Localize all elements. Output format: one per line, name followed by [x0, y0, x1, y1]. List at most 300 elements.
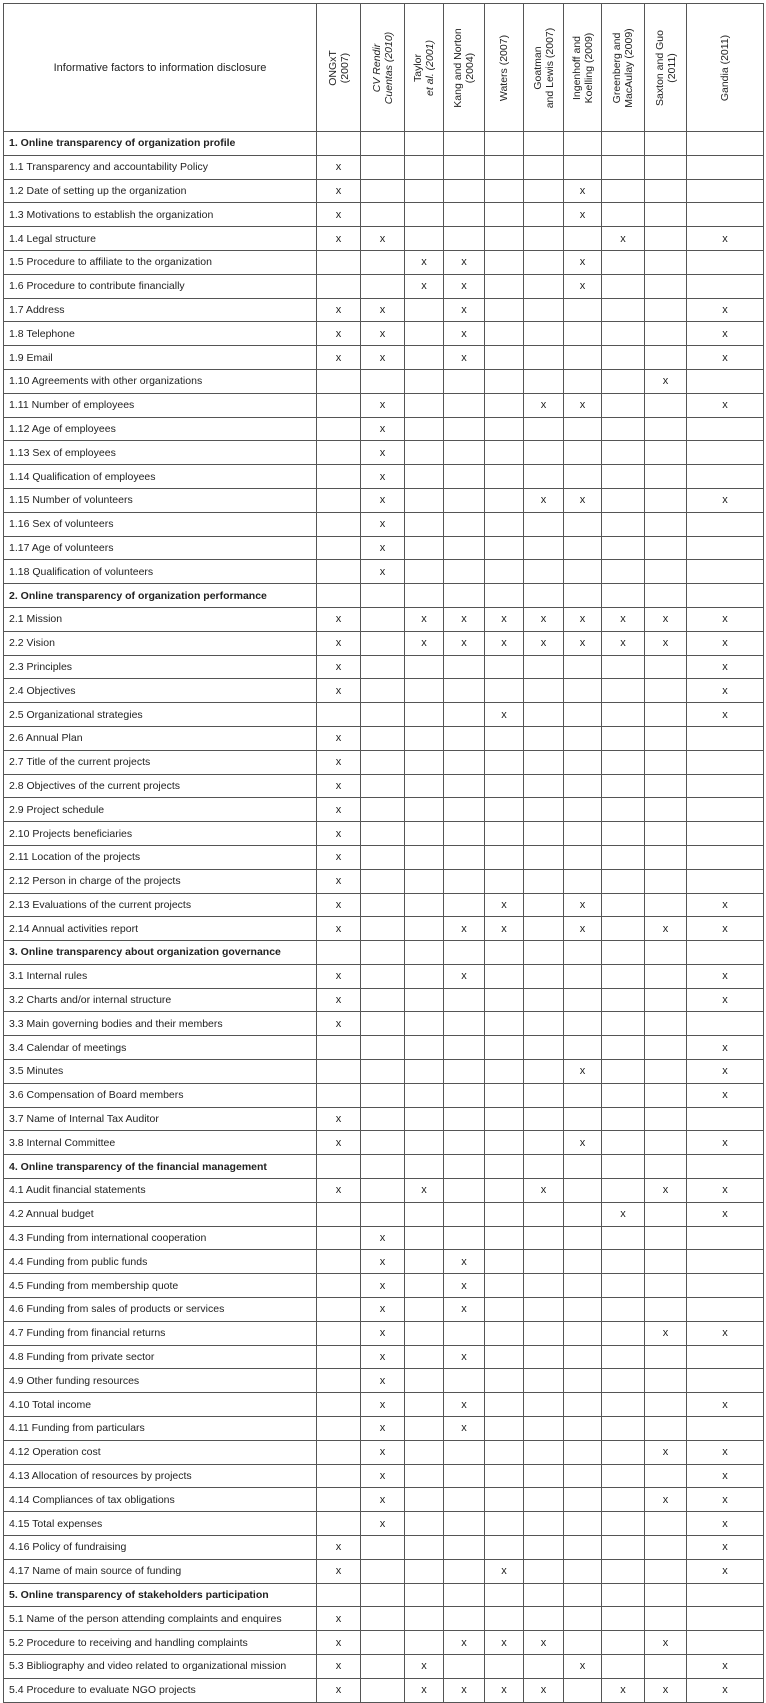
- study-name-line1: Ingenhoff and: [570, 35, 583, 100]
- disclosure-mark-cell: [687, 845, 764, 869]
- disclosure-mark-cell: [524, 917, 564, 941]
- factor-label: 1.8 Telephone: [4, 322, 317, 346]
- factor-label: 2.12 Person in charge of the projects: [4, 869, 317, 893]
- disclosure-mark-cell: [564, 941, 602, 965]
- disclosure-mark-cell: [485, 1440, 524, 1464]
- disclosure-mark-cell: x: [687, 1536, 764, 1560]
- disclosure-mark-cell: x: [602, 1202, 645, 1226]
- disclosure-mark-cell: x: [645, 1678, 687, 1702]
- disclosure-mark-cell: [687, 822, 764, 846]
- disclosure-mark-cell: [564, 679, 602, 703]
- disclosure-mark-cell: [687, 869, 764, 893]
- disclosure-mark-cell: [645, 465, 687, 489]
- disclosure-mark-cell: [564, 1464, 602, 1488]
- disclosure-mark-cell: x: [361, 1274, 405, 1298]
- disclosure-mark-cell: x: [361, 1393, 405, 1417]
- disclosure-mark-cell: x: [405, 250, 444, 274]
- disclosure-mark-cell: [361, 1083, 405, 1107]
- disclosure-mark-cell: x: [444, 1678, 485, 1702]
- disclosure-mark-cell: x: [687, 1655, 764, 1679]
- study-header-label: [412, 39, 436, 95]
- disclosure-mark-cell: [645, 1655, 687, 1679]
- factor-label: 4.13 Allocation of resources by projects: [4, 1464, 317, 1488]
- disclosure-mark-cell: [645, 1607, 687, 1631]
- table-row: [4, 227, 764, 251]
- disclosure-mark-cell: [444, 750, 485, 774]
- disclosure-mark-cell: x: [361, 512, 405, 536]
- disclosure-mark-cell: x: [317, 726, 361, 750]
- table-row: [4, 703, 764, 727]
- section-header-row: [4, 1155, 764, 1179]
- disclosure-mark-cell: [444, 703, 485, 727]
- disclosure-mark-cell: [485, 941, 524, 965]
- disclosure-mark-cell: x: [687, 488, 764, 512]
- disclosure-mark-cell: [524, 417, 564, 441]
- disclosure-mark-cell: [602, 322, 645, 346]
- study-name-line1: CV Rendir: [370, 43, 383, 92]
- disclosure-mark-cell: [405, 1345, 444, 1369]
- disclosure-mark-cell: x: [687, 964, 764, 988]
- disclosure-mark-cell: [444, 512, 485, 536]
- table-row: [4, 607, 764, 631]
- disclosure-mark-cell: [485, 155, 524, 179]
- disclosure-mark-cell: [645, 1202, 687, 1226]
- disclosure-mark-cell: [317, 369, 361, 393]
- table-row: [4, 417, 764, 441]
- disclosure-mark-cell: x: [564, 1060, 602, 1084]
- disclosure-mark-cell: [485, 1488, 524, 1512]
- factor-label: 1.6 Procedure to contribute financially: [4, 274, 317, 298]
- disclosure-mark-cell: [687, 369, 764, 393]
- disclosure-mark-cell: [524, 369, 564, 393]
- disclosure-mark-cell: [645, 512, 687, 536]
- disclosure-mark-cell: [645, 393, 687, 417]
- section-title: 2. Online transparency of organization performance: [4, 584, 317, 608]
- disclosure-mark-cell: [317, 1417, 361, 1441]
- disclosure-mark-cell: [645, 560, 687, 584]
- disclosure-mark-cell: x: [485, 1559, 524, 1583]
- disclosure-mark-cell: [602, 560, 645, 584]
- disclosure-mark-cell: x: [317, 1179, 361, 1203]
- disclosure-mark-cell: x: [361, 1464, 405, 1488]
- disclosure-mark-cell: x: [361, 1298, 405, 1322]
- disclosure-mark-cell: [602, 274, 645, 298]
- disclosure-mark-cell: [361, 1060, 405, 1084]
- disclosure-mark-cell: [405, 441, 444, 465]
- disclosure-mark-cell: [645, 1512, 687, 1536]
- disclosure-mark-cell: [524, 1155, 564, 1179]
- disclosure-mark-cell: [361, 679, 405, 703]
- section-header-row: [4, 941, 764, 965]
- disclosure-mark-cell: [687, 1012, 764, 1036]
- disclosure-mark-cell: [564, 1321, 602, 1345]
- disclosure-mark-cell: [645, 893, 687, 917]
- study-name-line1: Kang and Norton: [452, 27, 464, 108]
- study-name-line2: (2007): [338, 52, 351, 83]
- study-name-line1: Taylor: [412, 53, 424, 82]
- table-row: [4, 274, 764, 298]
- disclosure-mark-cell: [444, 155, 485, 179]
- factor-label: 1.15 Number of volunteers: [4, 488, 317, 512]
- disclosure-mark-cell: [645, 417, 687, 441]
- disclosure-mark-cell: [444, 488, 485, 512]
- disclosure-mark-cell: x: [317, 631, 361, 655]
- disclosure-mark-cell: x: [317, 822, 361, 846]
- disclosure-mark-cell: [602, 1583, 645, 1607]
- table-row: [4, 893, 764, 917]
- disclosure-mark-cell: [524, 1321, 564, 1345]
- disclosure-mark-cell: x: [687, 298, 764, 322]
- disclosure-mark-cell: [405, 845, 444, 869]
- disclosure-mark-cell: [485, 1060, 524, 1084]
- disclosure-mark-cell: [485, 227, 524, 251]
- disclosure-mark-cell: [602, 1083, 645, 1107]
- disclosure-mark-cell: [444, 227, 485, 251]
- disclosure-table-container: [3, 3, 763, 1703]
- factor-label: 2.10 Projects beneficiaries: [4, 822, 317, 846]
- factor-label: 1.10 Agreements with other organizations: [4, 369, 317, 393]
- disclosure-mark-cell: x: [645, 607, 687, 631]
- disclosure-mark-cell: [485, 1607, 524, 1631]
- disclosure-mark-cell: x: [602, 631, 645, 655]
- table-row: [4, 488, 764, 512]
- disclosure-mark-cell: [645, 726, 687, 750]
- disclosure-mark-cell: [317, 1202, 361, 1226]
- disclosure-mark-cell: [444, 655, 485, 679]
- disclosure-mark-cell: [602, 1060, 645, 1084]
- disclosure-mark-cell: [524, 441, 564, 465]
- disclosure-mark-cell: [524, 726, 564, 750]
- disclosure-mark-cell: [602, 584, 645, 608]
- disclosure-mark-cell: [564, 1488, 602, 1512]
- disclosure-mark-cell: x: [485, 607, 524, 631]
- disclosure-mark-cell: [602, 774, 645, 798]
- disclosure-mark-cell: x: [687, 1393, 764, 1417]
- disclosure-mark-cell: [485, 132, 524, 156]
- disclosure-mark-cell: [602, 750, 645, 774]
- disclosure-mark-cell: [444, 203, 485, 227]
- disclosure-mark-cell: [485, 1417, 524, 1441]
- disclosure-mark-cell: [405, 132, 444, 156]
- disclosure-mark-cell: [405, 393, 444, 417]
- study-column-header: [602, 4, 645, 132]
- disclosure-mark-cell: [485, 1655, 524, 1679]
- factor-column-header: Informative factors to information disclosure: [4, 4, 317, 132]
- study-name-line1: Saxton and Guo: [653, 29, 666, 106]
- factor-label: 3.7 Name of Internal Tax Auditor: [4, 1107, 317, 1131]
- disclosure-mark-cell: [361, 1155, 405, 1179]
- disclosure-mark-cell: [317, 1274, 361, 1298]
- disclosure-mark-cell: [645, 298, 687, 322]
- disclosure-mark-cell: [687, 1250, 764, 1274]
- disclosure-mark-cell: [485, 1036, 524, 1060]
- disclosure-mark-cell: x: [687, 1559, 764, 1583]
- disclosure-mark-cell: [645, 798, 687, 822]
- disclosure-mark-cell: x: [361, 227, 405, 251]
- disclosure-mark-cell: [444, 369, 485, 393]
- factor-label: 1.13 Sex of employees: [4, 441, 317, 465]
- study-header-label: [532, 27, 556, 108]
- factor-label: 4.1 Audit financial statements: [4, 1179, 317, 1203]
- disclosure-mark-cell: [444, 869, 485, 893]
- disclosure-mark-cell: [317, 1512, 361, 1536]
- disclosure-mark-cell: [317, 488, 361, 512]
- disclosure-mark-cell: [361, 631, 405, 655]
- disclosure-mark-cell: [405, 584, 444, 608]
- table-row: [4, 441, 764, 465]
- disclosure-mark-cell: x: [687, 988, 764, 1012]
- disclosure-mark-cell: x: [405, 1655, 444, 1679]
- disclosure-mark-cell: [485, 1512, 524, 1536]
- disclosure-mark-cell: [602, 1107, 645, 1131]
- disclosure-mark-cell: [405, 1417, 444, 1441]
- factor-label: 3.1 Internal rules: [4, 964, 317, 988]
- factor-label: 3.4 Calendar of meetings: [4, 1036, 317, 1060]
- disclosure-mark-cell: [361, 1678, 405, 1702]
- disclosure-mark-cell: [687, 941, 764, 965]
- table-row: [4, 1440, 764, 1464]
- study-name-line1: Goatman: [531, 45, 544, 90]
- disclosure-mark-cell: [405, 798, 444, 822]
- disclosure-mark-cell: [524, 869, 564, 893]
- disclosure-mark-cell: [645, 584, 687, 608]
- disclosure-mark-cell: x: [317, 346, 361, 370]
- study-header-label: [327, 50, 351, 86]
- disclosure-mark-cell: [444, 1107, 485, 1131]
- disclosure-mark-cell: [687, 441, 764, 465]
- disclosure-mark-cell: [524, 679, 564, 703]
- disclosure-mark-cell: [645, 1298, 687, 1322]
- disclosure-mark-cell: [602, 1321, 645, 1345]
- factor-label: 1.2 Date of setting up the organization: [4, 179, 317, 203]
- disclosure-mark-cell: x: [361, 1512, 405, 1536]
- table-row: [4, 322, 764, 346]
- disclosure-mark-cell: [602, 1298, 645, 1322]
- disclosure-mark-cell: [405, 1393, 444, 1417]
- disclosure-mark-cell: x: [564, 203, 602, 227]
- disclosure-mark-cell: x: [645, 1179, 687, 1203]
- disclosure-mark-cell: [485, 1083, 524, 1107]
- disclosure-mark-cell: [317, 1488, 361, 1512]
- disclosure-mark-cell: [645, 1369, 687, 1393]
- disclosure-mark-cell: x: [361, 298, 405, 322]
- disclosure-mark-cell: [405, 1012, 444, 1036]
- disclosure-mark-cell: x: [687, 393, 764, 417]
- disclosure-mark-cell: [564, 1155, 602, 1179]
- disclosure-mark-cell: [564, 1202, 602, 1226]
- table-row: [4, 179, 764, 203]
- disclosure-mark-cell: [444, 536, 485, 560]
- disclosure-mark-cell: [317, 1083, 361, 1107]
- disclosure-mark-cell: [687, 750, 764, 774]
- disclosure-mark-cell: x: [687, 1179, 764, 1203]
- disclosure-mark-cell: [405, 1107, 444, 1131]
- disclosure-mark-cell: x: [317, 322, 361, 346]
- disclosure-mark-cell: [317, 1250, 361, 1274]
- disclosure-mark-cell: [564, 1274, 602, 1298]
- disclosure-mark-cell: [485, 1321, 524, 1345]
- disclosure-mark-cell: [361, 132, 405, 156]
- table-row: [4, 1559, 764, 1583]
- table-row: [4, 655, 764, 679]
- disclosure-mark-cell: x: [687, 346, 764, 370]
- section-header-row: [4, 132, 764, 156]
- disclosure-mark-cell: [444, 1655, 485, 1679]
- disclosure-mark-cell: [645, 1107, 687, 1131]
- table-row: [4, 631, 764, 655]
- disclosure-mark-cell: [687, 798, 764, 822]
- disclosure-mark-cell: [444, 1060, 485, 1084]
- disclosure-mark-cell: [645, 1417, 687, 1441]
- disclosure-mark-cell: [564, 322, 602, 346]
- disclosure-mark-cell: [564, 774, 602, 798]
- disclosure-mark-cell: [645, 179, 687, 203]
- disclosure-mark-cell: [524, 1655, 564, 1679]
- disclosure-mark-cell: x: [602, 1678, 645, 1702]
- factor-label: 2.13 Evaluations of the current projects: [4, 893, 317, 917]
- factor-label: 1.1 Transparency and accountability Policy: [4, 155, 317, 179]
- disclosure-mark-cell: x: [444, 274, 485, 298]
- disclosure-mark-cell: [405, 1298, 444, 1322]
- disclosure-mark-cell: x: [317, 1107, 361, 1131]
- table-row: [4, 369, 764, 393]
- disclosure-mark-cell: [317, 536, 361, 560]
- disclosure-mark-cell: [564, 417, 602, 441]
- disclosure-mark-cell: [524, 179, 564, 203]
- disclosure-mark-cell: [524, 750, 564, 774]
- disclosure-mark-cell: x: [317, 1655, 361, 1679]
- disclosure-mark-cell: x: [317, 1607, 361, 1631]
- disclosure-mark-cell: [645, 941, 687, 965]
- disclosure-mark-cell: [485, 1107, 524, 1131]
- disclosure-mark-cell: x: [645, 631, 687, 655]
- disclosure-mark-cell: x: [485, 1631, 524, 1655]
- factor-label: 4.8 Funding from private sector: [4, 1345, 317, 1369]
- disclosure-mark-cell: x: [444, 964, 485, 988]
- disclosure-mark-cell: [687, 1631, 764, 1655]
- disclosure-mark-cell: [524, 227, 564, 251]
- table-body: [4, 132, 764, 1703]
- disclosure-mark-cell: [524, 1012, 564, 1036]
- disclosure-mark-cell: x: [687, 322, 764, 346]
- disclosure-mark-cell: [564, 1179, 602, 1203]
- disclosure-mark-cell: [405, 822, 444, 846]
- factor-label: 3.8 Internal Committee: [4, 1131, 317, 1155]
- study-header-label: [452, 28, 476, 107]
- disclosure-mark-cell: [361, 988, 405, 1012]
- disclosure-mark-cell: [361, 822, 405, 846]
- disclosure-mark-cell: x: [444, 917, 485, 941]
- disclosure-mark-cell: x: [317, 750, 361, 774]
- disclosure-mark-cell: x: [317, 893, 361, 917]
- disclosure-mark-cell: [405, 679, 444, 703]
- disclosure-factors-table: [3, 3, 764, 1703]
- disclosure-mark-cell: [602, 203, 645, 227]
- factor-label: 2.2 Vision: [4, 631, 317, 655]
- disclosure-mark-cell: [405, 1607, 444, 1631]
- factor-label: 4.3 Funding from international cooperation: [4, 1226, 317, 1250]
- disclosure-mark-cell: [485, 726, 524, 750]
- disclosure-mark-cell: [687, 203, 764, 227]
- disclosure-mark-cell: [564, 845, 602, 869]
- disclosure-mark-cell: x: [317, 679, 361, 703]
- disclosure-mark-cell: [602, 417, 645, 441]
- disclosure-mark-cell: [317, 1464, 361, 1488]
- disclosure-mark-cell: [485, 1369, 524, 1393]
- table-row: [4, 560, 764, 584]
- table-row: [4, 393, 764, 417]
- table-row: [4, 1083, 764, 1107]
- disclosure-mark-cell: x: [524, 393, 564, 417]
- disclosure-mark-cell: [444, 893, 485, 917]
- factor-label: 4.6 Funding from sales of products or services: [4, 1298, 317, 1322]
- disclosure-mark-cell: [405, 964, 444, 988]
- disclosure-mark-cell: x: [687, 1512, 764, 1536]
- disclosure-mark-cell: x: [317, 655, 361, 679]
- disclosure-mark-cell: [485, 798, 524, 822]
- disclosure-mark-cell: [564, 726, 602, 750]
- factor-label: 1.4 Legal structure: [4, 227, 317, 251]
- disclosure-mark-cell: [361, 1036, 405, 1060]
- study-column-header: [485, 4, 524, 132]
- disclosure-mark-cell: [361, 1107, 405, 1131]
- disclosure-mark-cell: [602, 703, 645, 727]
- disclosure-mark-cell: [405, 298, 444, 322]
- disclosure-mark-cell: x: [485, 893, 524, 917]
- disclosure-mark-cell: [405, 1512, 444, 1536]
- disclosure-mark-cell: x: [405, 1678, 444, 1702]
- disclosure-mark-cell: x: [361, 417, 405, 441]
- disclosure-mark-cell: [687, 417, 764, 441]
- disclosure-mark-cell: x: [361, 1440, 405, 1464]
- study-header-label: [654, 30, 678, 106]
- factor-label: 5.1 Name of the person attending complaints and enquires: [4, 1607, 317, 1631]
- disclosure-mark-cell: [524, 1226, 564, 1250]
- disclosure-mark-cell: x: [564, 1131, 602, 1155]
- disclosure-mark-cell: x: [444, 250, 485, 274]
- table-row: [4, 1655, 764, 1679]
- disclosure-mark-cell: [564, 584, 602, 608]
- disclosure-mark-cell: [405, 1488, 444, 1512]
- disclosure-mark-cell: [317, 441, 361, 465]
- study-header-label: [611, 28, 635, 107]
- factor-label: 4.12 Operation cost: [4, 1440, 317, 1464]
- disclosure-mark-cell: [645, 1274, 687, 1298]
- factor-label: 4.15 Total expenses: [4, 1512, 317, 1536]
- disclosure-mark-cell: [317, 703, 361, 727]
- disclosure-mark-cell: [687, 465, 764, 489]
- disclosure-mark-cell: [524, 560, 564, 584]
- disclosure-mark-cell: x: [317, 1631, 361, 1655]
- disclosure-mark-cell: [405, 1369, 444, 1393]
- disclosure-mark-cell: [564, 1083, 602, 1107]
- factor-label: 2.6 Annual Plan: [4, 726, 317, 750]
- study-column-header: [524, 4, 564, 132]
- disclosure-mark-cell: x: [317, 607, 361, 631]
- disclosure-mark-cell: x: [602, 227, 645, 251]
- disclosure-mark-cell: [444, 774, 485, 798]
- disclosure-mark-cell: [645, 1060, 687, 1084]
- disclosure-mark-cell: x: [687, 703, 764, 727]
- disclosure-mark-cell: [687, 1583, 764, 1607]
- disclosure-mark-cell: [485, 441, 524, 465]
- disclosure-mark-cell: [405, 346, 444, 370]
- disclosure-mark-cell: [444, 1012, 485, 1036]
- study-header-label: [371, 31, 395, 103]
- disclosure-mark-cell: [564, 536, 602, 560]
- study-column-header: [317, 4, 361, 132]
- disclosure-mark-cell: x: [444, 631, 485, 655]
